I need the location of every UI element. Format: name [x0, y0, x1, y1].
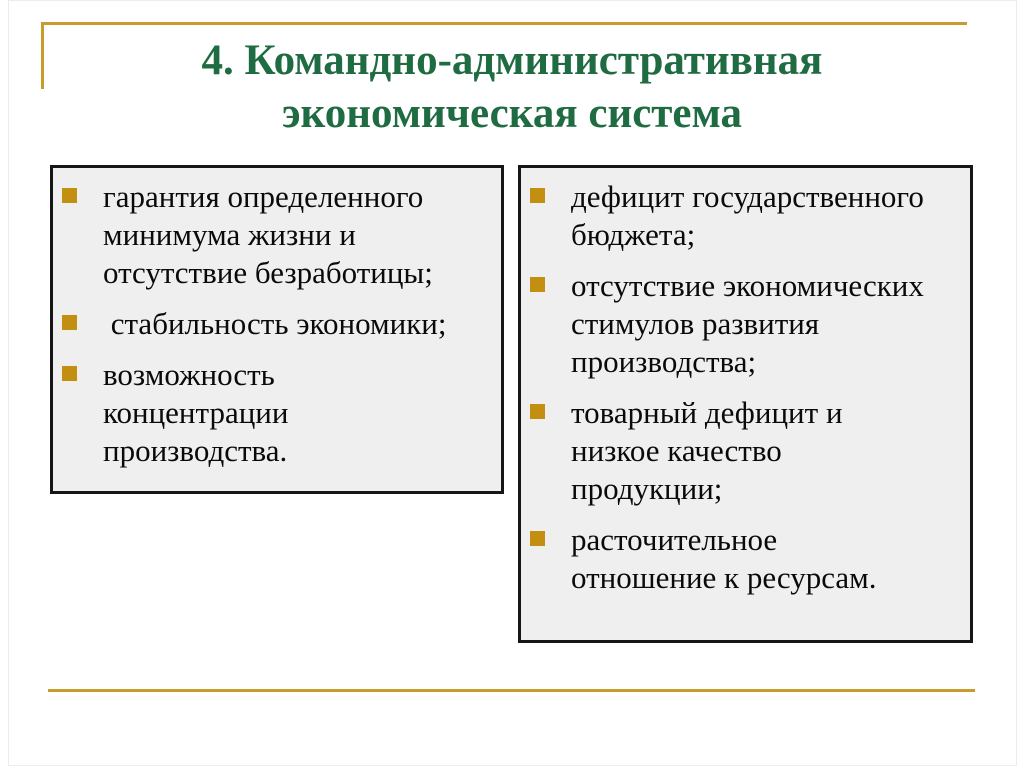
list-item-line: производства;: [571, 344, 757, 379]
list-item-line: гарантия определенного: [103, 179, 424, 214]
bullet-square-icon: [62, 315, 77, 330]
page-title: [50, 34, 974, 140]
bullet-square-icon: [530, 531, 545, 546]
bullet-square-icon: [530, 404, 545, 419]
list-item-line: расточительное: [571, 522, 778, 557]
list-item-line: возможность: [103, 357, 275, 392]
list-item-line: бюджета;: [571, 217, 696, 252]
bottom-gold-divider: [48, 689, 975, 692]
list-item-line: минимума жизни и: [103, 217, 356, 252]
list-item-line: концентрации: [103, 395, 289, 430]
list-item: [521, 394, 964, 508]
list-item-line: стимулов развития: [571, 306, 820, 341]
list-item-line: отсутствие безработицы;: [103, 255, 433, 290]
list-item: [53, 356, 495, 470]
list-item: [521, 178, 964, 254]
list-item-line: отношение к ресурсам.: [571, 560, 877, 595]
bullet-square-icon: [62, 366, 77, 381]
list-item: [53, 178, 495, 292]
title-line-2: экономическая система: [281, 90, 743, 137]
list-item-line: отсутствие экономических: [571, 268, 924, 303]
list-item: [53, 305, 495, 343]
list-item-line: товарный дефицит и: [571, 395, 843, 430]
list-item-line: продукции;: [571, 471, 723, 506]
list-item-line: производства.: [103, 433, 288, 468]
bullet-square-icon: [530, 188, 545, 203]
bullet-square-icon: [530, 277, 545, 292]
bullet-square-icon: [62, 188, 77, 203]
list-item: [521, 521, 964, 597]
list-item-line: стабильность экономики;: [103, 306, 447, 341]
disadvantages-box: [518, 165, 973, 643]
list-item: [521, 267, 964, 381]
list-item-line: низкое качество: [571, 433, 782, 468]
advantages-box: [50, 165, 504, 494]
title-line-1: 4. Командно-административная: [201, 37, 823, 84]
list-item-line: дефицит государственного: [571, 179, 924, 214]
